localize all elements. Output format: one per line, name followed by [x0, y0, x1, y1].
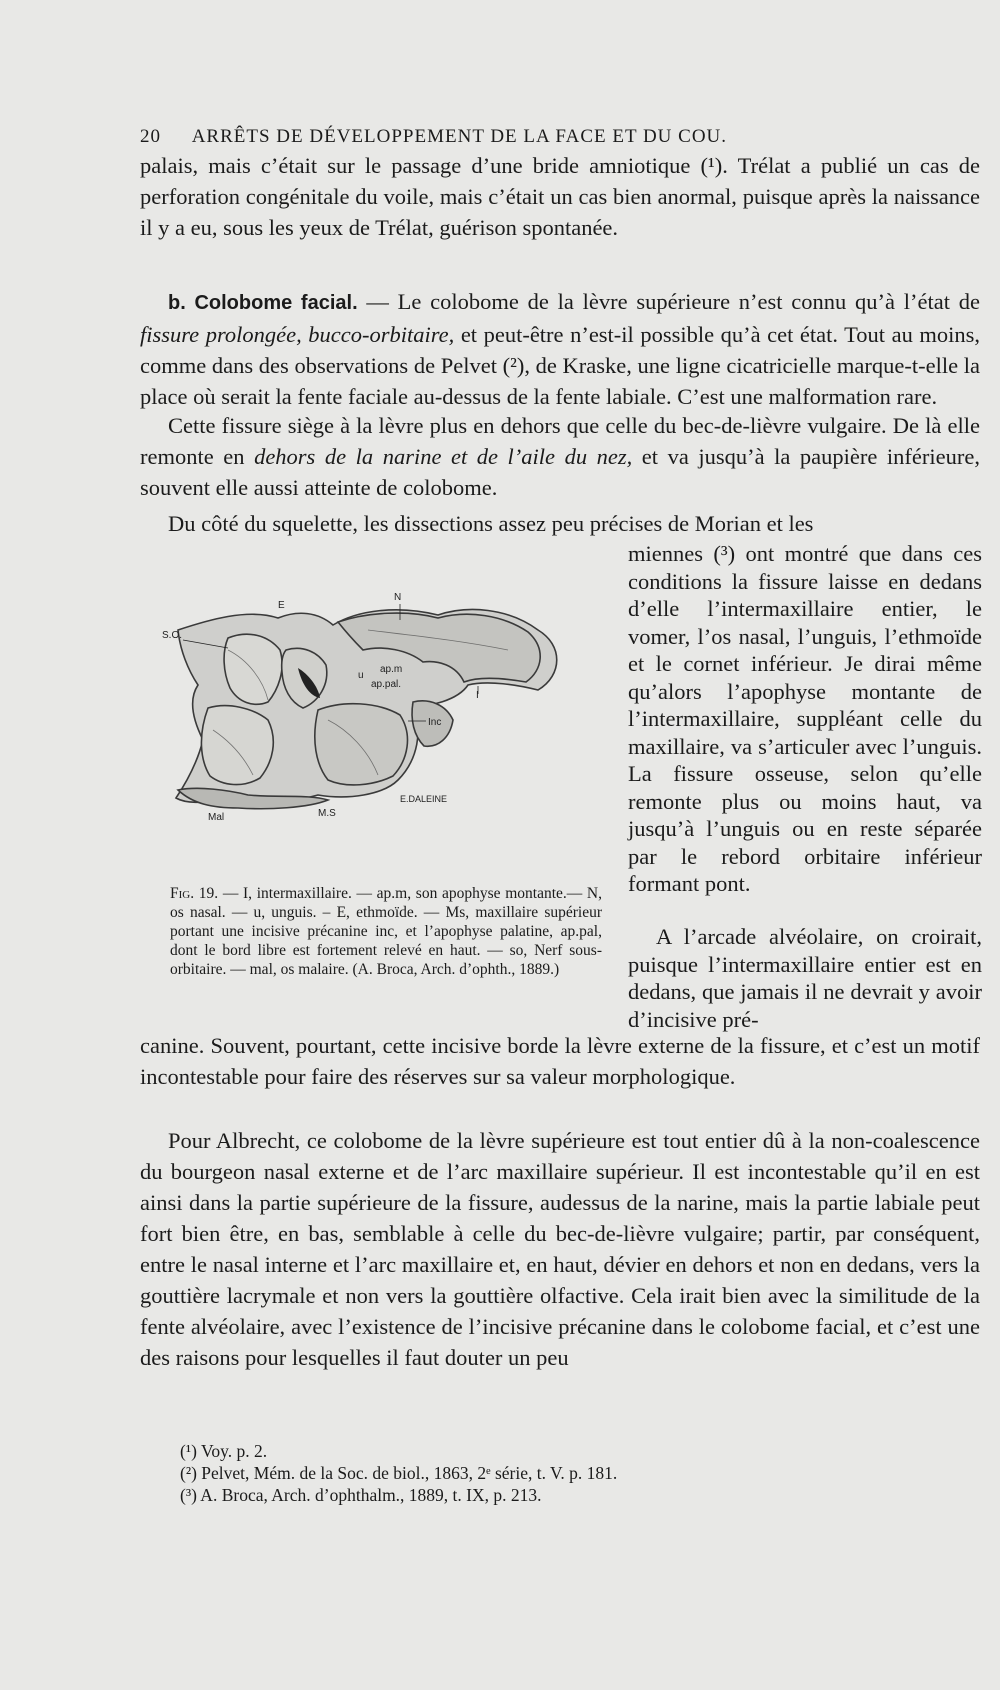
- footnote-1: (¹) Voy. p. 2.: [180, 1441, 268, 1461]
- paragraph-colobome: b. Colobome facial. — Le colobome de la lèvre supérieure n’est connu qu’à l’état de fissure prolongée, bucco-orbitaire, et peut-être n’est-il possible qu’à cet état. Tout au moins, comme dans des observations de Pelvet (²), de Kraske, une ligne cicatricielle marque-t-elle la place où serait la fente faciale au-dessus de la fente labiale. C’est une malformation rare.: [140, 289, 981, 409]
- fig-label-ms: M.S: [318, 808, 336, 819]
- paragraph-1: palais, mais c’était sur le passage d’une bride amniotique (¹). Trélat a publié un cas de perforation congénitale du voile, mais c’était un cas bien anormal, puisque après la naissance il y a eu, sous les yeux de Trélat, guérison spontanée.: [140, 153, 980, 240]
- footnotes: [180, 1440, 880, 1506]
- paragraph-squelette-start: Du côté du squelette, les dissections assez peu précises de Morian et les: [168, 511, 814, 536]
- figure-caption: Fig. 19. — I, intermaxillaire. — ap.m, son apophyse montante.— N, os nasal. — u, unguis. – E, ethmoïde. — Ms, maxillaire supérieur portant une incisive précanine inc, et l’apophyse palatine, ap.pal, dont le bord libre est fortement relevé en haut. — so, Nerf sous-orbitaire. — mal, os malaire. (A. Broca, Arch. d’ophth., 1889.): [170, 885, 602, 978]
- fig-label-u: u: [358, 670, 364, 681]
- footnote-3: (³) A. Broca, Arch. d’ophthalm., 1889, t. IX, p. 213.: [180, 1485, 542, 1505]
- fig-label-N: N: [394, 592, 402, 603]
- fig-artist-signature: E.DALEINE: [400, 794, 448, 804]
- paragraph-arcade-end: canine. Souvent, pourtant, cette incisive borde la lèvre externe de la fissure, et c’est un motif incontestable pour faire des réserves sur sa valeur morphologique.: [140, 1033, 980, 1089]
- fig-label-inc: Inc: [428, 717, 442, 728]
- paragraph-arcade-column: A l’arcade alvéolaire, on croirait, puisque l’intermaxillaire entier est en dedans, que jamais il ne devrait y avoir d’incisive pré-: [628, 924, 982, 1032]
- skull-figure: [162, 590, 608, 890]
- page-number: 20: [140, 126, 161, 147]
- skull-illustration: [162, 590, 608, 890]
- fig-label-E: E: [278, 600, 285, 611]
- running-title: ARRÊTS DE DÉVELOPPEMENT DE LA FACE ET DU COU.: [191, 126, 728, 147]
- fig-label-so: S.O.: [162, 630, 183, 641]
- section-heading: b. Colobome facial.: [168, 292, 358, 314]
- fig-label-apm: ap.m: [380, 664, 403, 675]
- page-header: [140, 126, 860, 148]
- fig-label-appal: ap.pal.: [371, 679, 402, 690]
- paragraph-fissure: Cette fissure siège à la lèvre plus en dehors que celle du bec-de-lièvre vulgaire. De là elle remonte en dehors de la narine et de l’aile du nez, et va jusqu’à la paupière inférieure, souvent elle aussi atteinte de colobome.: [140, 413, 980, 500]
- fig-label-I: I: [476, 690, 479, 701]
- paragraph-albrecht: Pour Albrecht, ce colobome de la lèvre supérieure est tout entier dû à la non-coalescence du bourgeon nasal externe et de l’arc maxillaire supérieur. Il est incontestable qu’il en est ainsi dans la partie supérieure de la fissure, audessus de la narine, mais la partie labiale peut fort bien être, en bas, semblable à celle du bec-de-lièvre vulgaire; partir, par conséquent, entre le nasal interne et l’arc maxillaire et, en haut, dévier en dehors et non en dedans, vers la gouttière lacrymale et non vers la gouttière olfactive. Cela irait bien avec la similitude de la fente alvéolaire, avec l’existence de l’incisive précanine dans le colobome facial, et c’est une des raisons pour lesquelles il faut douter un peu: [140, 1128, 980, 1370]
- fig-label-mal: Mal: [208, 812, 225, 823]
- footnote-2: (²) Pelvet, Mém. de la Soc. de biol., 1863, 2ᵉ série, t. V. p. 181.: [180, 1463, 618, 1483]
- figure-number: Fig. 19.: [170, 885, 219, 902]
- paragraph-squelette-column: miennes (³) ont montré que dans ces conditions la fissure laisse en dedans d’elle l’intermaxillaire entier, le vomer, l’os nasal, l’unguis, l’ethmoïde et le cornet inférieur. Je dirai même qu’alors l’apophyse montante de l’intermaxillaire, suppléant celle du maxillaire, va s’articuler avec l’unguis. La fissure osseuse, selon qu’elle remonte plus ou moins haut, va jusqu’à l’unguis ou en reste séparée par le rebord orbitaire inférieur formant pont.: [628, 541, 982, 896]
